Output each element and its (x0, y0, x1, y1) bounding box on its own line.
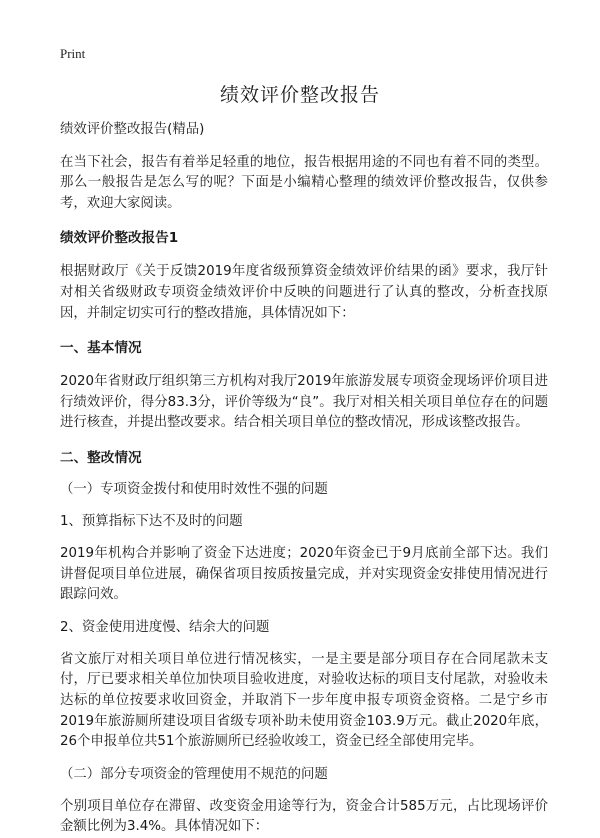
item-heading-1: 1、预算指标下达不及时的问题 (60, 513, 243, 529)
item-heading-2: 2、资金使用进度慢、结余大的问题 (60, 619, 270, 635)
section-heading-report1: 绩效评价整改报告1 (60, 230, 179, 247)
basic-paragraph: 2020年省财政厅组织第三方机构对我厅2019年旅游发展专项资金现场评价项目进行绩效评价，得分83.3分，评价等级为“良”。我厅对相关相关项目单位存在的问题进行核查，并提出整改要求。结合相关项目单位的整改情况，形成该整改报告。 (60, 374, 548, 431)
section-heading-rectify: 二、整改情况 (60, 449, 142, 466)
print-label: Print (60, 46, 86, 61)
intro-paragraph: 在当下社会，报告有着举足轻重的地位，报告根据用途的不同也有着不同的类型。那么一般报告是怎么写的呢？下面是小编精心整理的绩效评价整改报告，仅供参考，欢迎大家阅读。 (60, 154, 548, 211)
item2-paragraph: 省文旅厅对相关项目单位进行情况核实，一是主要是部分项目存在合同尾款未支付，厅已要求相关单位加快项目验收进度，对验收达标的项目支付尾款，对验收未达标的单位按要求收回资金，并取消下一步年度申报专项资金资格。二是宁乡市2019年旅游厕所建设项目省级专项补助未使用资金103.9万元。截止2020年底，26个申报单位共51个旅游厕所已经验收竣工，资金已经全部使用完毕。 (60, 651, 548, 750)
subsection-heading-1: （一）专项资金拨付和使用时效性不强的问题 (60, 481, 328, 497)
subsection-heading-2: （二）部分专项资金的管理使用不规范的问题 (60, 766, 328, 782)
section-heading-basic: 一、基本情况 (60, 340, 142, 357)
document-subtitle: 绩效评价整改报告(精品) (60, 122, 205, 137)
report1-paragraph: 根据财政厅《关于反馈2019年度省级预算资金绩效评价结果的函》要求，我厅针对相关省级财政专项资金绩效评价中反映的问题进行了认真的整改，分析查找原因，并制定切实可行的整改措施，具体情况如下： (60, 264, 548, 321)
item1-paragraph: 2019年机构合并影响了资金下达进度；2020年资金已于9月底前全部下达。我们讲督促项目单位进展，确保省项目按质按量完成，并对实现资金安排使用情况进行跟踪问效。 (60, 545, 548, 603)
sub2-paragraph: 个别项目单位存在滞留、改变资金用途等行为，资金合计585万元，占比现场评价金额比例为3.4%。具体情况如下： (60, 798, 548, 835)
document-body (60, 120, 548, 838)
document-title: 绩效评价整改报告 (219, 84, 380, 106)
